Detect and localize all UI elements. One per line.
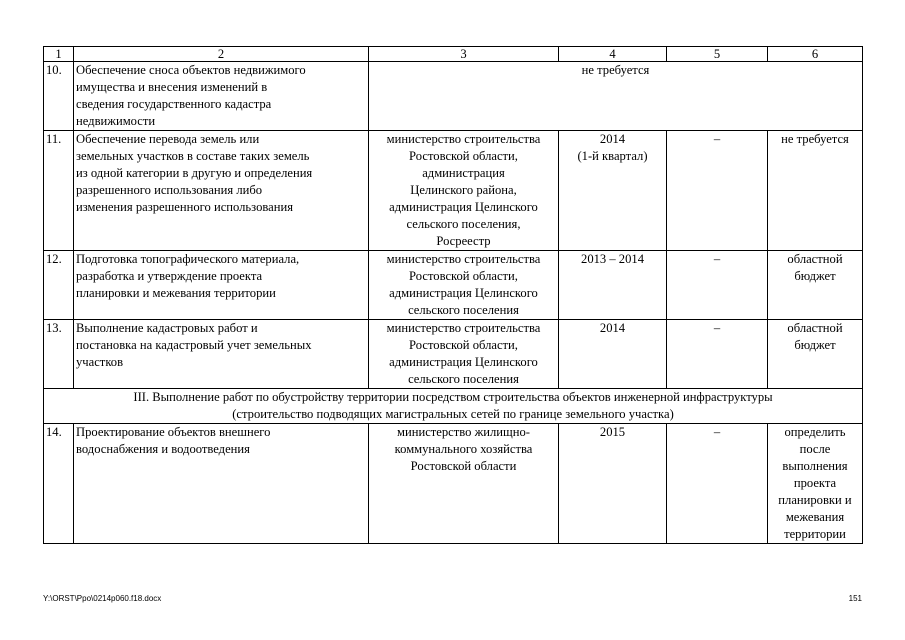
table-row bbox=[44, 320, 863, 389]
file-path-footer: Y:\ORST\Ppo\0214p060.f18.docx bbox=[43, 594, 162, 603]
row-executor: министерство жилищно- коммунального хозяйства Ростовской области bbox=[394, 425, 533, 473]
row-term: 2014 bbox=[599, 321, 626, 335]
header-cell: 2 bbox=[74, 47, 369, 62]
row-name: Подготовка топографического материала, разработка и утверждение проекта планировки и межевания территории bbox=[76, 252, 300, 300]
row-source: определить после выполнения проекта планировки и межевания территории bbox=[778, 425, 852, 541]
row-source: не требуется bbox=[781, 132, 849, 146]
row-name: Обеспечение перевода земель или земельных участков в составе таких земель из одной категории в другую и определения разрешенного использования либо изменения разрешенного использования bbox=[76, 132, 313, 214]
row-name: Выполнение кадастровых работ и постановка на кадастровый учет земельных участков bbox=[76, 321, 312, 369]
row-col5: – bbox=[667, 131, 768, 251]
row-col5: – bbox=[667, 251, 768, 320]
row-name: Проектирование объектов внешнего водоснабжения и водоотведения bbox=[76, 425, 271, 456]
row-merged-note: не требуется bbox=[581, 63, 650, 77]
row-term: 2013 – 2014 bbox=[581, 252, 644, 266]
row-executor: министерство строительства Ростовской области, администрация Целинского сельского поселения bbox=[386, 321, 541, 386]
row-number: 13. bbox=[44, 320, 74, 389]
table-row bbox=[44, 424, 863, 544]
header-cell: 5 bbox=[667, 47, 768, 62]
header-cell: 1 bbox=[44, 47, 74, 62]
row-number: 12. bbox=[44, 251, 74, 320]
table-row bbox=[44, 131, 863, 251]
table-row bbox=[44, 62, 863, 131]
table-row bbox=[44, 251, 863, 320]
header-cell: 4 bbox=[559, 47, 667, 62]
section-heading-row bbox=[44, 389, 863, 424]
row-executor: министерство строительства Ростовской области, администрация Целинского района, администрация Целинского сельского поселения, Росреестр bbox=[386, 132, 541, 248]
row-term: 2014 (1-й квартал) bbox=[577, 132, 648, 163]
page-number: 151 bbox=[848, 594, 862, 603]
table-header-row bbox=[44, 47, 863, 62]
row-source: областной бюджет bbox=[787, 321, 843, 352]
row-source: областной бюджет bbox=[787, 252, 843, 283]
row-number: 11. bbox=[44, 131, 74, 251]
plan-table bbox=[43, 46, 863, 544]
row-executor: министерство строительства Ростовской области, администрация Целинского сельского поселения bbox=[386, 252, 541, 317]
header-cell: 3 bbox=[369, 47, 559, 62]
row-col5: – bbox=[667, 320, 768, 389]
row-name: Обеспечение сноса объектов недвижимого имущества и внесения изменений в сведения государственного кадастра недвижимости bbox=[76, 63, 306, 128]
row-col5: – bbox=[667, 424, 768, 544]
row-number: 14. bbox=[44, 424, 74, 544]
header-cell: 6 bbox=[768, 47, 863, 62]
section-heading: III. Выполнение работ по обустройству территории посредством строительства объектов инженерной инфраструктуры (строительство подводящих магистральных сетей по границе земельного участка) bbox=[133, 390, 773, 421]
row-number: 10. bbox=[44, 62, 74, 131]
row-term: 2015 bbox=[599, 425, 626, 439]
